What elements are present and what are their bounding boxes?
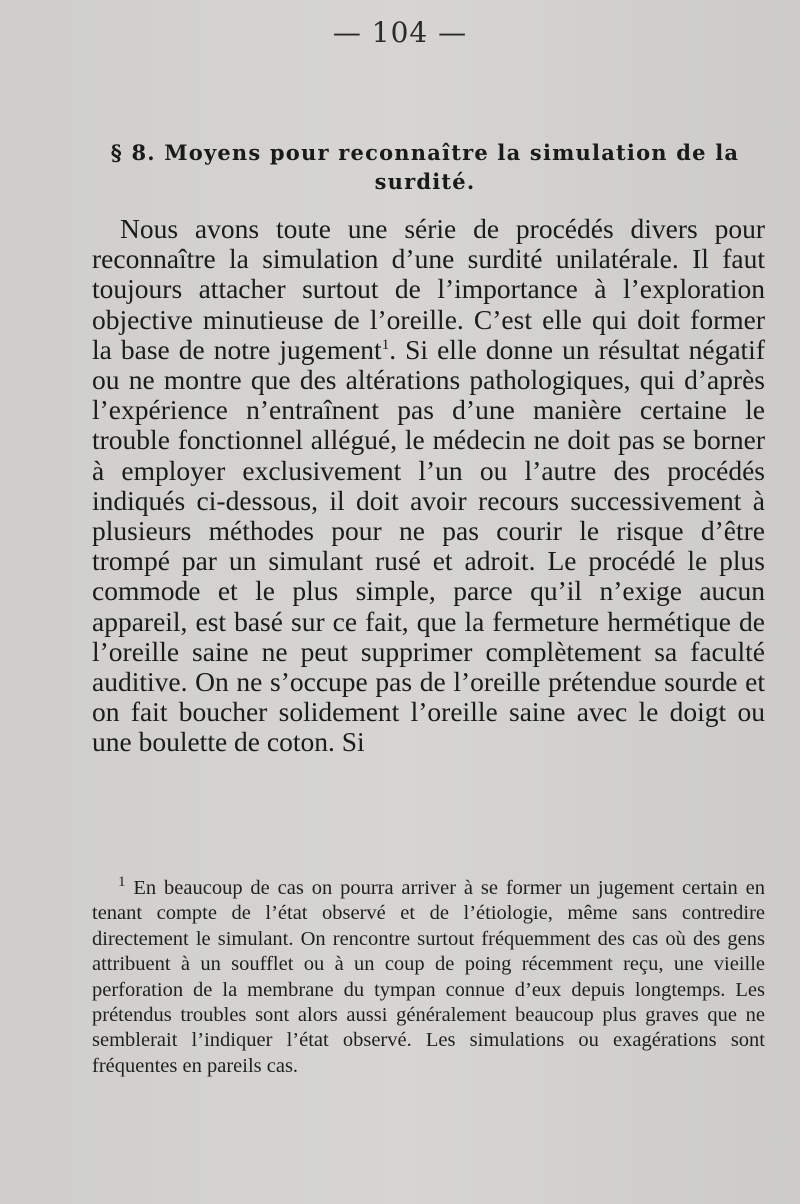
footnote-reference: 1 — [381, 336, 390, 353]
paragraph-text-after-note: . Si elle donne un résultat négatif ou ne montre que des altérations pathologiques, qui d’après l’expérience n’entraînent pas d’une manière certaine le trouble fonctionnel allégué, le médecin ne doit pas se borner à employer exclusivement l’un ou l’autre des procédés indiqués ci-dessous, il doit avoir recours successivement à plusieurs méthodes pour ne pas courir le risque d’être trompé par un simulant rusé et adroit. Le procédé le plus commode et le plus simple, parce qu’il n’exige aucun appareil, est basé sur ce fait, que la fermeture hermétique de l’oreille saine ne peut supprimer complètement sa faculté auditive. On ne s’occupe pas de l’oreille prétendue sourde et on fait boucher solidement l’oreille saine avec le doigt ou une boulette de coton. Si — [92, 333, 765, 758]
page-number: — 104 — — [332, 16, 468, 49]
paragraph-text-before-note: Nous avons toute une série de procédés divers pour reconnaître la simulation d’une surdité unilatérale. Il faut toujours attacher surtout de l’importance à l’exploration objective minutieuse de l’oreille. C’est elle qui doit former la base de notre jugement — [92, 213, 765, 365]
section-heading: § 8. Moyens pour reconnaître la simulation de la surdité. — [110, 140, 740, 194]
body-paragraph — [92, 214, 765, 758]
footnote — [92, 876, 765, 1079]
footnote-mark: 1 — [118, 874, 126, 891]
footnote-text: En beaucoup de cas on pourra arriver à se former un jugement certain en tenant compte de l’état observé et de l’étiologie, même sans contredire directement le simulant. On rencontre surtout fréquemment des cas où des gens attribuent à un soufflet ou à un coup de poing récemment reçu, une vieille perforation de la membrane du tympan connue d’eux depuis longtemps. Les prétendus troubles sont alors aussi généralement beaucoup plus graves que ne semblerait l’indiquer l’état observé. Les simulations ou exagérations sont fréquentes en pareils cas. — [92, 877, 765, 1077]
